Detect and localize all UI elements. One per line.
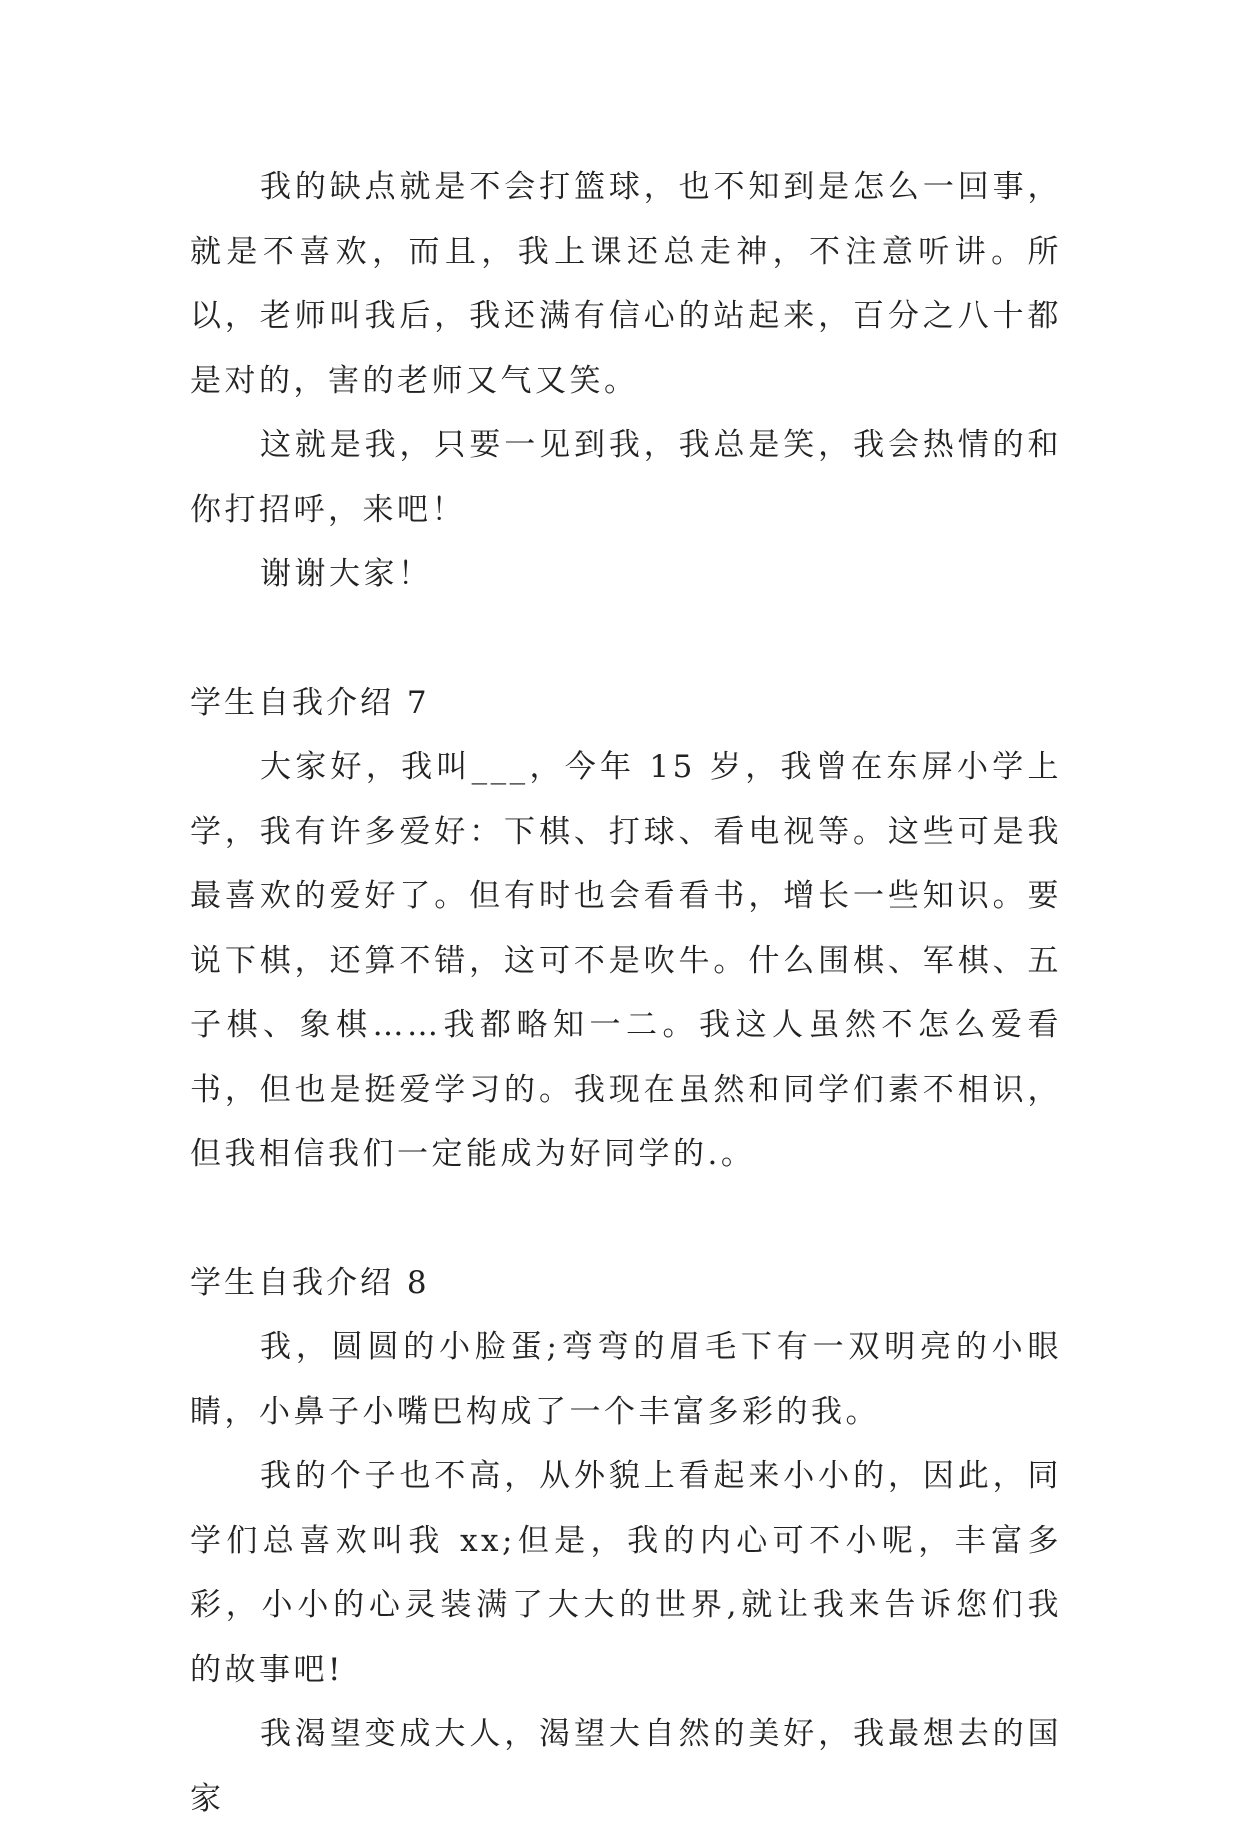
paragraph-this-is-me: 这就是我，只要一见到我，我总是笑，我会热情的和你打招呼，来吧！ (190, 427, 1062, 528)
paragraph-shortcomings: 我的缺点就是不会打篮球，也不知到是怎么一回事，就是不喜欢，而且，我上课还总走神，不注意听讲。所以，老师叫我后，我还满有信心的站起来，百分之八十都是对的，害的老师又气又笑。 (190, 169, 1062, 399)
paragraph-thanks: 谢谢大家！ (260, 556, 433, 592)
section-heading-7: 学生自我介绍 7 (190, 684, 430, 721)
document-content (190, 155, 1062, 1831)
section-gap (190, 607, 1062, 671)
paragraph-height: 我的个子也不高，从外貌上看起来小小的，因此，同学们总喜欢叫我 xx;但是，我的内心可不小呢，丰富多彩，小小的心灵装满了大大的世界,就让我来告诉您们我的故事吧! (190, 1458, 1062, 1688)
section-heading-8: 学生自我介绍 8 (190, 1264, 430, 1301)
paragraph-appearance: 我，圆圆的小脸蛋;弯弯的眉毛下有一双明亮的小眼睛，小鼻子小嘴巴构成了一个丰富多彩的我。 (190, 1329, 1062, 1430)
section-gap (190, 1187, 1062, 1251)
paragraph-intro-7: 大家好，我叫___，今年 15 岁，我曾在东屏小学上学，我有许多爱好：下棋、打球、看电视等。这些可是我最喜欢的爱好了。但有时也会看看书，增长一些知识。要说下棋，还算不错，这可不是吹牛。什么围棋、军棋、五子棋、象棋……我都略知一二。我这人虽然不怎么爱看书，但也是挺爱学习的。我现在虽然和同学们素不相识，但我相信我们一定能成为好同学的.。 (190, 749, 1062, 1172)
paragraph-desire: 我渴望变成大人，渴望大自然的美好，我最想去的国家 (190, 1716, 1062, 1817)
